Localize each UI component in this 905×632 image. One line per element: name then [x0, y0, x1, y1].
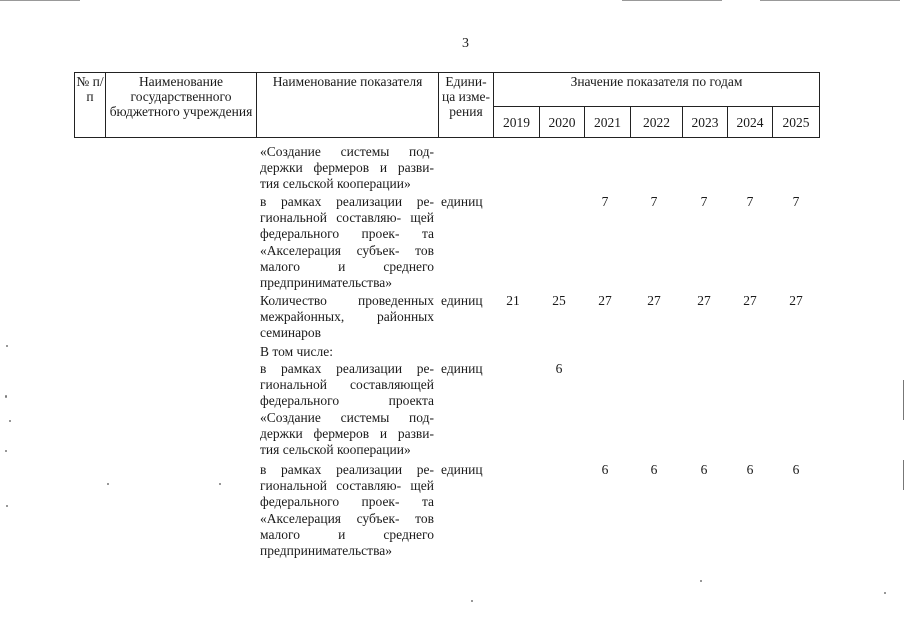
scan-speck — [471, 600, 473, 602]
value-cell: 6 — [650, 462, 658, 477]
header-number-column: № п/п — [75, 73, 106, 138]
scan-speck — [5, 395, 7, 398]
header-year: 2023 — [683, 107, 728, 138]
scan-edge-line — [622, 0, 722, 1]
header-year: 2019 — [494, 107, 540, 138]
table-header — [74, 72, 820, 138]
value-cell: 7 — [601, 194, 609, 209]
scan-speck — [6, 505, 8, 507]
unit-cell: единиц — [441, 293, 483, 308]
scan-speck — [884, 592, 886, 594]
indicator-name: в рамках реализации ре- гиональной составляю- щей федерального проек- та «Акселерация субъек- тов малого и среднего предпринимательства» — [260, 194, 434, 291]
indicator-name: Количество проведенных межрайонных, районных семинаров — [260, 293, 434, 341]
value-cell: 6 — [746, 462, 754, 477]
value-cell: 7 — [700, 194, 708, 209]
value-cell: 27 — [647, 293, 661, 308]
indicator-name: «Создание системы под- держки фермеров и разви- тия сельской кооперации» — [260, 144, 434, 192]
scan-edge-line — [903, 460, 904, 490]
value-cell: 7 — [650, 194, 658, 209]
value-cell: 7 — [792, 194, 800, 209]
indicator-name: в рамках реализации ре- гиональной составляю- щей федерального проек- та «Акселерация субъек- тов малого и среднего предпринимательства» — [260, 462, 434, 559]
scan-speck — [9, 420, 11, 422]
value-cell: 6 — [700, 462, 708, 477]
indicator-name: В том числе: — [260, 344, 333, 359]
indicator-name: в рамках реализации ре- гиональной составляющей федерального проекта «Создание системы под- держки фермеров и разви- тия сельской кооперации» — [260, 361, 434, 458]
value-cell: 27 — [697, 293, 711, 308]
scan-speck — [6, 345, 8, 347]
header-year: 2021 — [585, 107, 631, 138]
scan-speck — [219, 483, 221, 485]
scan-speck — [107, 483, 109, 485]
value-cell: 27 — [743, 293, 757, 308]
scan-speck — [700, 580, 702, 582]
value-cell: 25 — [552, 293, 566, 308]
scan-edge-line — [0, 0, 80, 1]
unit-cell: единиц — [441, 361, 483, 376]
scan-speck — [5, 450, 7, 452]
header-year: 2020 — [540, 107, 585, 138]
header-unit-column: Едини- ца изме- рения — [439, 73, 494, 138]
value-cell: 21 — [506, 293, 520, 308]
unit-cell: единиц — [441, 194, 483, 209]
header-values-group: Значение показателя по годам — [494, 73, 820, 107]
value-cell: 6 — [555, 361, 563, 376]
header-year: 2024 — [728, 107, 773, 138]
scan-edge-line — [760, 0, 900, 1]
header-year: 2022 — [631, 107, 683, 138]
unit-cell: единиц — [441, 462, 483, 477]
value-cell: 6 — [792, 462, 800, 477]
value-cell: 7 — [746, 194, 754, 209]
header-institution-column: Наименование государственного бюджетного учреждения — [106, 73, 257, 138]
scan-edge-line — [903, 380, 904, 420]
header-year: 2025 — [773, 107, 820, 138]
value-cell: 27 — [598, 293, 612, 308]
header-indicator-column: Наименование показателя — [257, 73, 439, 138]
page-number: 3 — [462, 36, 469, 51]
value-cell: 6 — [601, 462, 609, 477]
value-cell: 27 — [789, 293, 803, 308]
